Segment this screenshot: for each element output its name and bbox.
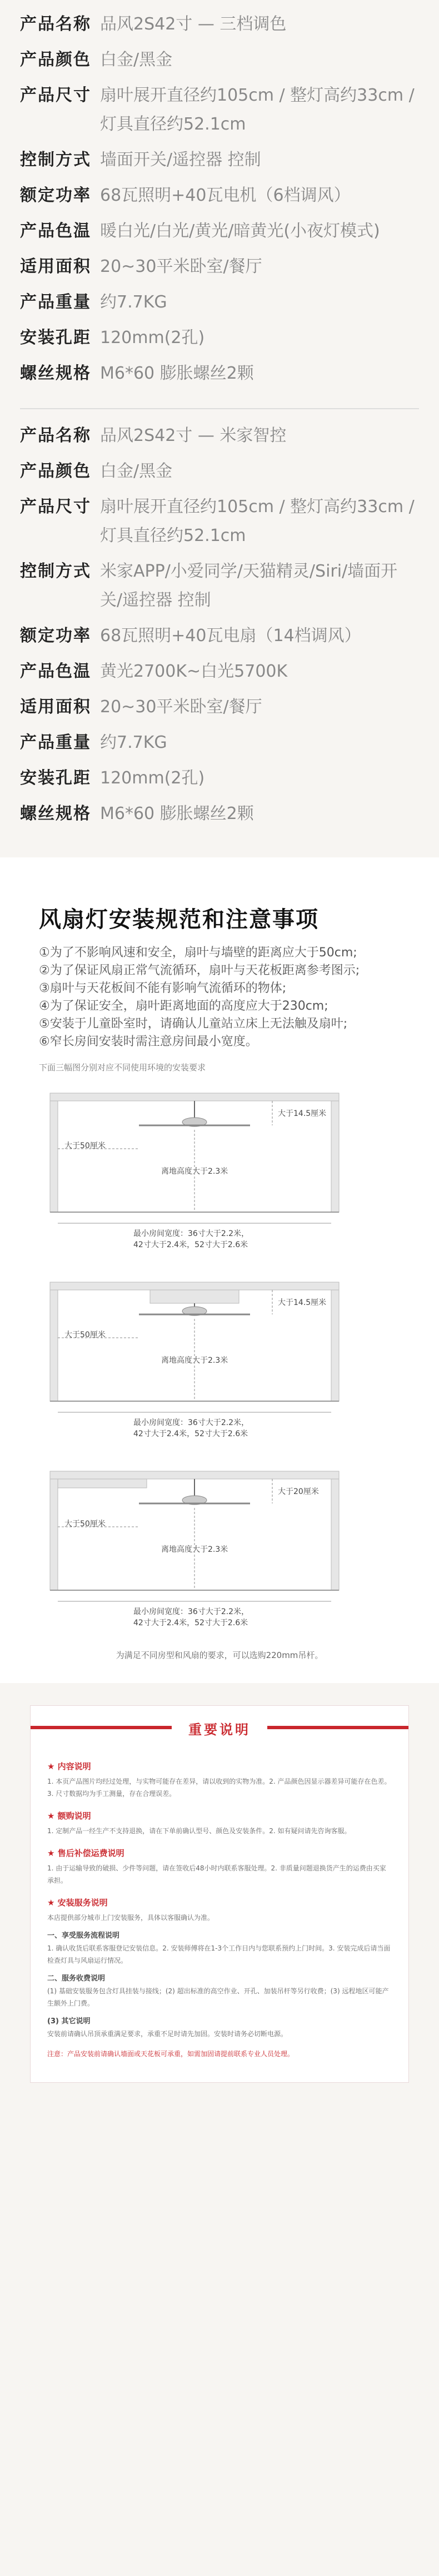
spec-label: 螺丝规格 [20, 364, 91, 383]
notice-sub-text: 1. 确认收货后联系客服登记安装信息。2. 安装师傅将在1-3个工作日内与您联系预约上门时间。3. 安装完成后请当面检查灯具与风扇运行情况。 [47, 1944, 391, 1964]
spec-value: 约7.7KG [100, 292, 167, 312]
notice-title: 重要说明 [172, 1719, 267, 1738]
install-diagrams [39, 1082, 400, 1632]
spec-label: 产品色温 [20, 662, 91, 681]
spec-row [20, 320, 419, 356]
spec-value: 暖白光/白光/黄光/暗黄光(小夜灯模式) [100, 221, 380, 241]
spec-section [0, 0, 439, 857]
spec-value: M6*60 膨胀螺丝2颗 [100, 364, 254, 383]
spec-row [20, 214, 419, 249]
notice-section-text: 1. 本页产品图片均经过处理，与实物可能存在差异，请以收到的实物为准。2. 产品颜色因显示器差异可能存在色差。3. 尺寸数据均为手工测量，存在合理误差。 [47, 1778, 391, 1798]
install-diagram [39, 1271, 350, 1443]
spec-label: 额定功率 [20, 626, 91, 646]
spec-label: 产品名称 [20, 426, 91, 445]
right-wall [331, 1101, 339, 1212]
spec-value: 120mm(2孔) [100, 768, 205, 788]
notice-section-title: ★ 额购说明 [47, 1811, 91, 1821]
ceiling [50, 1471, 339, 1479]
downrod-note: 为满足不同房型和风扇的要求，可以选购220mm吊杆。 [116, 1650, 323, 1660]
notice-section-title: ★ 内容说明 [47, 1761, 91, 1771]
notice-header [31, 1706, 408, 1750]
spec-value: 约7.7KG [100, 733, 167, 752]
spec-value: 米家APP/小爱同学/天猫精灵/Siri/墙面开关/遥控器 控制 [100, 562, 398, 610]
notice-sub-title: 一、享受服务流程说明 [47, 1932, 120, 1940]
spec-row [20, 356, 419, 391]
notice-section-text: 1. 由于运输导致的破损、少件等问题，请在签收后48小时内联系客服处理。2. 非质量问题退换货产生的运费由买家承担。 [47, 1864, 386, 1884]
spec-label: 产品尺寸 [20, 497, 91, 517]
install-rule: ⑤安装于儿童卧室时，请确认儿童站立床上无法触及扇叶; [39, 1017, 348, 1031]
spec-label: 产品尺寸 [20, 86, 91, 105]
ceiling-gap-label: 大于20厘米 [278, 1487, 319, 1496]
spec-row [20, 285, 419, 320]
notice-sub-text: (1) 基础安装服务包含灯具挂装与接线；(2) 超出标准的高空作业、开孔、加装吊杆等另行收费；(3) 远程地区可能产生额外上门费。 [47, 1987, 389, 2007]
spec-row [20, 249, 419, 285]
spec-value: 扇叶展开直径约105cm / 整灯高约33cm / 灯具直径约52.1cm [100, 86, 415, 134]
notice-section-text: 本店提供部分城市上门安装服务，具体以客服确认为准。 [47, 1914, 214, 1922]
spec-label: 适用面积 [20, 697, 91, 717]
install-rules-list [39, 945, 400, 1050]
notice-warning: 注意：产品安装前请确认墙面或天花板可承重，如需加固请提前联系专业人员处理。 [47, 2050, 295, 2058]
right-wall [331, 1479, 339, 1590]
left-wall [50, 1101, 58, 1212]
room-width-label-2: 42寸大于2.4米，52寸大于2.6米 [133, 1430, 248, 1438]
spec-value: 品风2S42寸 — 米家智控 [100, 426, 287, 445]
spec-row [20, 761, 419, 796]
spec-row [20, 554, 419, 618]
notice-sub-title: 二、服务收费说明 [47, 1974, 106, 1983]
ceiling-recess [150, 1290, 239, 1303]
spec-row [20, 725, 419, 761]
spec-row [20, 418, 419, 454]
spec-value: 68瓦照明+40瓦电扇（14档调风） [100, 626, 361, 646]
room-width-label: 最小房间宽度：36寸大于2.2米， [133, 1607, 250, 1616]
spec-row [20, 78, 419, 142]
spec-row [20, 654, 419, 689]
spec-value: 68瓦照明+40瓦电机（6档调风） [100, 186, 351, 205]
spec-value: 白金/黑金 [100, 50, 173, 70]
notice-sub-title: (3) 其它说明 [47, 2017, 91, 2026]
spec-value: 白金/黑金 [100, 461, 173, 481]
spec-row [20, 142, 419, 178]
wall-gap-label: 大于50厘米 [64, 1141, 106, 1150]
notice-section-title: ★ 售后补偿运费说明 [47, 1848, 124, 1858]
ceiling-gap-label: 大于14.5厘米 [278, 1298, 327, 1307]
spec-row [20, 454, 419, 489]
spec-group-smart [20, 411, 419, 846]
ceiling [50, 1282, 339, 1290]
spec-value: 墙面开关/遥控器 控制 [100, 150, 261, 170]
install-rule: ①为了不影响风速和安全，扇叶与墙壁的距离应大于50cm; [39, 946, 357, 960]
spec-label: 适用面积 [20, 257, 91, 276]
floor-gap-label: 离地高度大于2.3米 [161, 1356, 228, 1365]
install-diagram [39, 1082, 350, 1254]
floor-gap-label: 离地高度大于2.3米 [161, 1545, 228, 1554]
install-rule: ③扇叶与天花板间不能有影响气流循环的物体; [39, 981, 287, 995]
spec-value: 20~30平米卧室/餐厅 [100, 697, 262, 717]
spec-label: 安装孔距 [20, 328, 91, 348]
notice-section-text: 1. 定制产品一经生产不支持退换，请在下单前确认型号、颜色及安装条件。2. 如有疑问请先咨询客服。 [47, 1827, 351, 1835]
spec-value: M6*60 膨胀螺丝2颗 [100, 804, 254, 823]
room-width-label: 最小房间宽度：36寸大于2.2米， [133, 1418, 250, 1427]
ceiling-beam [58, 1479, 147, 1488]
wall-gap-label: 大于50厘米 [64, 1520, 106, 1528]
notice-body [31, 1760, 408, 2060]
left-wall [50, 1479, 58, 1590]
spec-label: 额定功率 [20, 186, 91, 205]
install-guide [0, 857, 439, 1683]
spec-row [20, 618, 419, 654]
spec-value: 扇叶展开直径约105cm / 整灯高约33cm / 灯具直径约52.1cm [100, 497, 415, 545]
spec-row [20, 42, 419, 78]
install-title: 风扇灯安装规范和注意事项 [39, 907, 319, 932]
spec-row [20, 689, 419, 725]
spec-label: 螺丝规格 [20, 804, 91, 823]
notice-section-title: ★ 安装服务说明 [47, 1898, 108, 1908]
spec-label: 安装孔距 [20, 768, 91, 788]
important-notice [30, 1705, 409, 2083]
spec-row [20, 178, 419, 214]
spec-label: 控制方式 [20, 562, 91, 581]
spec-divider [20, 408, 419, 409]
spec-value: 20~30平米卧室/餐厅 [100, 257, 262, 276]
spec-row [20, 7, 419, 42]
wall-gap-label: 大于50厘米 [64, 1331, 106, 1339]
spec-label: 产品色温 [20, 221, 91, 241]
install-rule: ②为了保证风扇正常气流循环，扇叶与天花板距离参考图示; [39, 964, 360, 977]
install-rule: ④为了保证安全，扇叶距离地面的高度应大于230cm; [39, 999, 328, 1013]
notice-sub-text: 安装前请确认吊顶承重满足要求，承重不足时请先加固。安装时请务必切断电源。 [47, 2030, 288, 2038]
install-rule: ⑥窄长房间安装时需注意房间最小宽度。 [39, 1035, 258, 1049]
spec-group-three-color [20, 0, 419, 406]
spec-label: 产品颜色 [20, 461, 91, 481]
spec-label: 产品重量 [20, 733, 91, 752]
spec-value: 品风2S42寸 — 三档调色 [100, 14, 287, 34]
diagram-caption: 下面三幅图分别对应不同使用环境的安装要求 [39, 1063, 206, 1073]
right-wall [331, 1290, 339, 1401]
spec-label: 产品重量 [20, 292, 91, 312]
room-width-label-2: 42寸大于2.4米，52寸大于2.6米 [133, 1240, 248, 1249]
spec-value: 120mm(2孔) [100, 328, 205, 348]
ceiling-gap-label: 大于14.5厘米 [278, 1109, 327, 1118]
room-width-label: 最小房间宽度：36寸大于2.2米， [133, 1229, 250, 1238]
spec-label: 产品颜色 [20, 50, 91, 70]
floor-gap-label: 离地高度大于2.3米 [161, 1167, 228, 1176]
install-diagram [39, 1460, 350, 1632]
spec-value: 黄光2700K~白光5700K [100, 662, 288, 681]
ceiling [50, 1093, 339, 1101]
spec-label: 产品名称 [20, 14, 91, 34]
left-wall [50, 1290, 58, 1401]
spec-row [20, 796, 419, 832]
spec-label: 控制方式 [20, 150, 91, 170]
spec-row [20, 489, 419, 554]
room-width-label-2: 42寸大于2.4米，52寸大于2.6米 [133, 1619, 248, 1627]
